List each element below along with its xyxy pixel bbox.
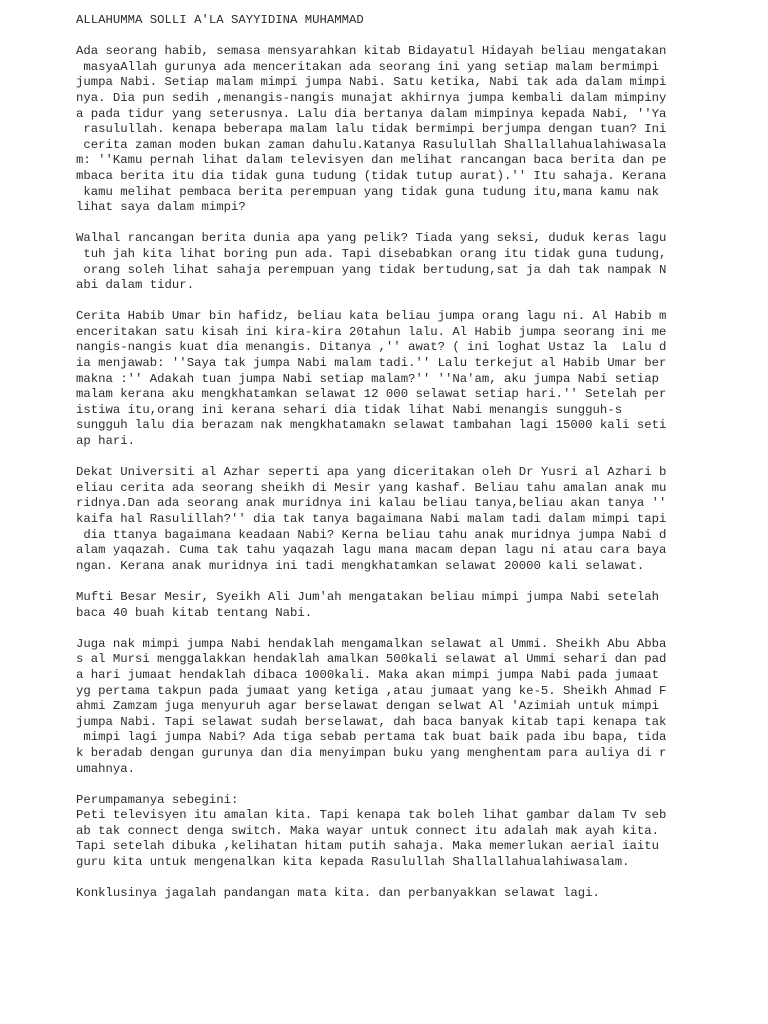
text-line: umahnya. xyxy=(76,761,136,776)
text-line: guru kita untuk mengenalkan kita kepada Rasulullah Shallallahualahiwasalam. xyxy=(76,855,630,870)
document-title: ALLAHUMMA SOLLI A'LA SAYYIDINA MUHAMMAD xyxy=(76,13,364,27)
text-line: masyaAllah gurunya ada menceritakan ada seorang ini yang setiap malam bermimpi xyxy=(76,59,659,74)
text-line: jumpa Nabi. Tapi selawat sudah berselawat, dah baca banyak kitab tapi kenapa tak xyxy=(76,714,667,729)
text-line: makna :'' Adakah tuan jumpa Nabi setiap malam?'' ''Na'am, aku jumpa Nabi setiap xyxy=(76,371,659,386)
paragraph-list xyxy=(76,44,686,902)
text-line: istiwa itu,orang ini kerana sehari dia tidak lihat Nabi menangis sungguh-s xyxy=(76,402,623,417)
text-line: s al Mursi menggalakkan hendaklah amalkan 500kali selawat al Ummi sehari dan pad xyxy=(76,652,667,667)
text-line: baca 40 buah kitab tentang Nabi. xyxy=(76,605,313,620)
paragraph xyxy=(76,590,686,621)
text-line: Ada seorang habib, semasa mensyarahkan kitab Bidayatul Hidayah beliau mengatakan xyxy=(76,44,667,59)
paragraph xyxy=(76,886,686,902)
text-line: abi dalam tidur. xyxy=(76,278,195,293)
text-line: Konklusinya jagalah pandangan mata kita. dan perbanyakkan selawat lagi. xyxy=(76,886,600,901)
text-line: mbaca berita itu dia tidak guna tudung (tidak tutup aurat).'' Itu sahaja. Kerana xyxy=(76,168,667,183)
text-line: Tapi setelah dibuka ,kelihatan hitam putih sahaja. Maka memerlukan aerial iaitu xyxy=(76,839,659,854)
text-line: malam kerana aku mengkhatamkan selawat 12 000 selawat setiap hari.'' Setelah per xyxy=(76,387,667,402)
paragraph xyxy=(76,231,686,293)
text-line: a hari jumaat hendaklah dibaca 1000kali. Maka akan mimpi jumpa Nabi pada jumaat xyxy=(76,667,659,682)
text-line: sungguh lalu dia berazam nak mengkhatamakn selawat tambahan lagi 15000 kali seti xyxy=(76,418,667,433)
text-line: cerita zaman moden bukan zaman dahulu.Katanya Rasulullah Shallallahualahiwasala xyxy=(76,137,667,152)
text-line: Peti televisyen itu amalan kita. Tapi kenapa tak boleh lihat gambar dalam Tv seb xyxy=(76,808,667,823)
text-line: ia menjawab: ''Saya tak jumpa Nabi malam tadi.'' Lalu terkejut al Habib Umar ber xyxy=(76,356,667,371)
text-line: eliau cerita ada seorang sheikh di Mesir yang kashaf. Beliau tahu amalan anak mu xyxy=(76,480,667,495)
text-line: dia ttanya bagaimana keadaan Nabi? Kerna beliau tahu anak muridnya jumpa Nabi d xyxy=(76,527,667,542)
text-line: mimpi lagi jumpa Nabi? Ada tiga sebab pertama tak buat baik pada ibu bapa, tida xyxy=(76,730,667,745)
text-line: ridnya.Dan ada seorang anak muridnya ini kalau beliau tanya,beliau akan tanya '' xyxy=(76,496,667,511)
text-line: nangis-nangis kuat dia menangis. Ditanya ,'' awat? ( ini loghat Ustaz la Lalu d xyxy=(76,340,667,355)
text-line: enceritakan satu kisah ini kira-kira 20tahun lalu. Al Habib jumpa seorang ini me xyxy=(76,324,667,339)
text-line: Dekat Universiti al Azhar seperti apa yang diceritakan oleh Dr Yusri al Azhari b xyxy=(76,465,667,480)
text-line: alam yaqazah. Cuma tak tahu yaqazah lagu mana macam depan lagu ni atau cara baya xyxy=(76,543,667,558)
paragraph xyxy=(76,637,686,777)
text-line: rasulullah. kenapa beberapa malam lalu tidak bermimpi berjumpa dengan tuan? Ini xyxy=(76,122,667,137)
text-line: ab tak connect denga switch. Maka wayar untuk connect itu adalah mak ayah kita. xyxy=(76,823,659,838)
paragraph xyxy=(76,465,686,574)
text-line: ahmi Zamzam juga menyuruh agar berselawat dengan selwat Al 'Azimiah untuk mimpi xyxy=(76,699,659,714)
text-line: Juga nak mimpi jumpa Nabi hendaklah mengamalkan selawat al Ummi. Sheikh Abu Abba xyxy=(76,636,667,651)
paragraph xyxy=(76,44,686,216)
text-line: Cerita Habib Umar bin hafidz, beliau kata beliau jumpa orang lagu ni. Al Habib m xyxy=(76,309,667,324)
paragraph xyxy=(76,309,686,449)
text-line: Walhal rancangan berita dunia apa yang pelik? Tiada yang seksi, duduk keras lagu xyxy=(76,231,667,246)
text-line: k beradab dengan gurunya dan dia menyimpan buku yang menghentam para auliya di r xyxy=(76,745,667,760)
text-line: ngan. Kerana anak muridnya ini tadi mengkhatamkan selawat 20000 kali selawat. xyxy=(76,558,645,573)
text-line: orang soleh lihat sahaja perempuan yang tidak bertudung,sat ja dah tak nampak N xyxy=(76,262,667,277)
text-line: kamu melihat pembaca berita perempuan yang tidak guna tudung itu,mana kamu nak xyxy=(76,184,659,199)
text-line: kaifa hal Rasulillah?'' dia tak tanya bagaimana Nabi malam tadi dalam mimpi tapi xyxy=(76,512,667,526)
document-body xyxy=(76,13,686,917)
text-line: Perumpamanya sebegini: xyxy=(76,792,239,807)
text-line: m: ''Kamu pernah lihat dalam televisyen dan melihat rancangan baca berita dan pe xyxy=(76,153,667,168)
paragraph xyxy=(76,793,686,871)
text-line: jumpa Nabi. Setiap malam mimpi jumpa Nabi. Satu ketika, Nabi tak ada dalam mimpi xyxy=(76,75,667,90)
text-line: ap hari. xyxy=(76,434,136,449)
text-line: yg pertama takpun pada jumaat yang ketiga ,atau jumaat yang ke-5. Sheikh Ahmad F xyxy=(76,683,667,698)
text-line: lihat saya dalam mimpi? xyxy=(76,200,246,215)
text-line: tuh jah kita lihat boring pun ada. Tapi disebabkan orang itu tidak guna tudung, xyxy=(76,246,667,261)
text-line: a pada tidur yang seterusnya. Lalu dia bertanya dalam mimpinya kepada Nabi, ''Ya xyxy=(76,106,667,121)
text-line: Mufti Besar Mesir, Syeikh Ali Jum'ah mengatakan beliau mimpi jumpa Nabi setelah xyxy=(76,589,659,604)
text-line: nya. Dia pun sedih ,menangis-nangis munajat akhirnya jumpa kembali dalam mimpiny xyxy=(76,90,667,105)
